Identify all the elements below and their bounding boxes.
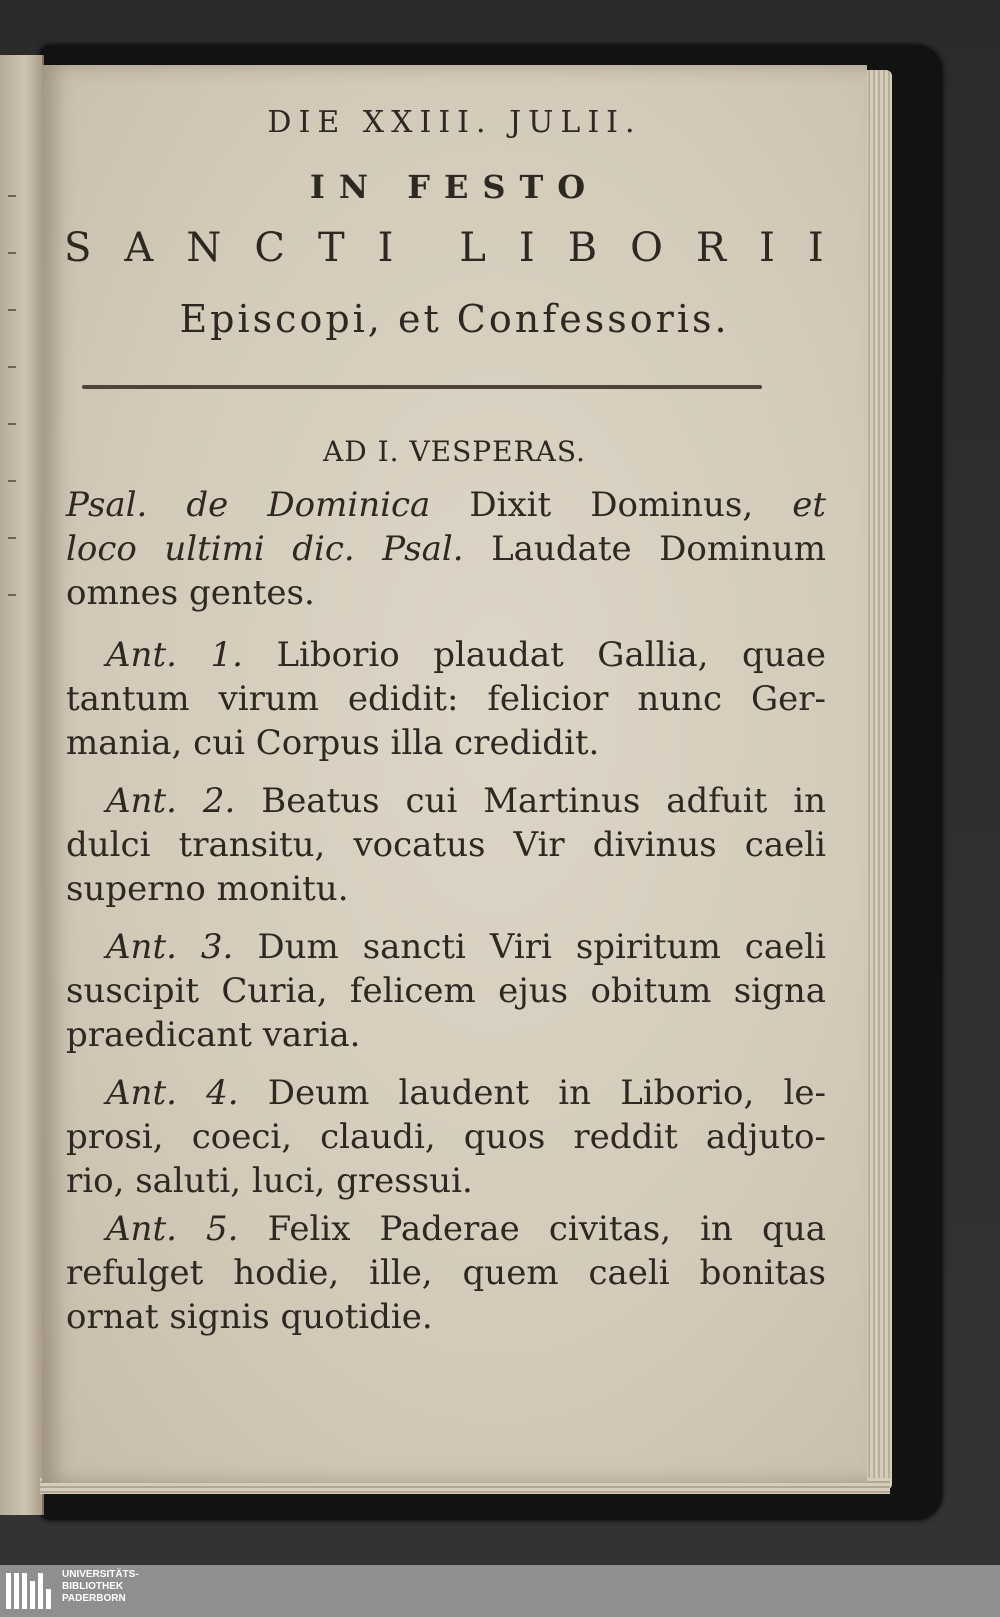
divider-rule xyxy=(82,385,762,389)
text-line: ornat signis quotidie. xyxy=(66,1297,433,1337)
psalm-instructions xyxy=(66,483,826,615)
left-page-edge xyxy=(0,55,44,1515)
antiphon-3 xyxy=(66,925,826,1057)
text-line: Ant. 4. Deum laudent in Liborio, le- xyxy=(106,1073,826,1113)
header-in-festo: IN FESTO xyxy=(309,168,600,206)
antiphon-1 xyxy=(66,633,826,765)
text-line: Ant. 1. Liborio plaudat Gallia, quae xyxy=(106,635,826,675)
text-line: loco ultimi dic. Psal. Laudate Dominum xyxy=(66,529,827,569)
text-line: mania, cui Corpus illa credidit. xyxy=(66,723,600,763)
text-line: Ant. 2. Beatus cui Martinus adfuit in xyxy=(106,781,827,821)
antiphon-5 xyxy=(66,1207,826,1339)
header-date: DIE XXIII. JULII. xyxy=(267,105,642,140)
text-line: omnes gentes. xyxy=(66,573,315,613)
text-line: suscipit Curia, felicem ejus obitum signa xyxy=(66,971,826,1011)
page-text xyxy=(42,65,867,1483)
header-episcopi: Episcopi, et Confessoris. xyxy=(179,297,730,341)
text-line: Psal. de Dominica Dixit Dominus, et xyxy=(66,485,826,525)
book-page xyxy=(42,65,867,1483)
library-footer xyxy=(0,1565,1000,1617)
library-logo-icon xyxy=(6,1573,60,1613)
text-line: dulci transitu, vocatus Vir divinus caeli xyxy=(66,825,826,865)
text-line: praedicant varia. xyxy=(66,1015,361,1055)
section-title: AD I. VESPERAS. xyxy=(323,435,586,468)
header-sancti-liborii: S A N C T I L I B O R I I xyxy=(64,225,824,271)
text-line: superno monitu. xyxy=(66,869,349,909)
text-line: Ant. 5. Felix Paderae civitas, in qua xyxy=(106,1209,826,1249)
library-logo-text: UNIVERSITÄTS- BIBLIOTHEK PADERBORN xyxy=(62,1569,139,1604)
antiphon-2 xyxy=(66,779,826,911)
antiphon-4 xyxy=(66,1071,826,1203)
text-line: refulget hodie, ille, quem caeli bonitas xyxy=(66,1253,826,1293)
text-line: prosi, coeci, claudi, quos reddit adjuto- xyxy=(66,1117,826,1157)
text-line: tantum virum edidit: felicior nunc Ger- xyxy=(66,679,826,719)
text-line: Ant. 3. Dum sancti Viri spiritum caeli xyxy=(106,927,826,967)
text-line: rio, saluti, luci, gressui. xyxy=(66,1161,473,1201)
